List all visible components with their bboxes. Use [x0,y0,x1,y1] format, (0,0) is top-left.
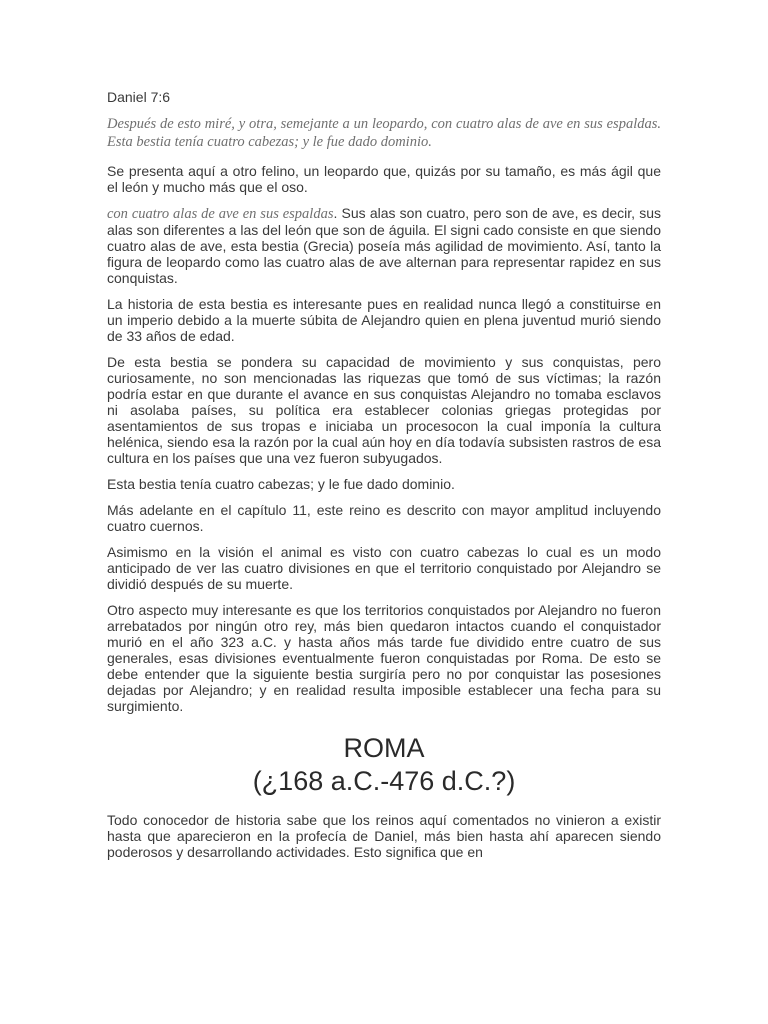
section-dates: (¿168 a.C.-476 d.C.?) [252,766,516,796]
paragraph-2 [107,205,661,286]
paragraph-8: Otro aspecto muy interesante es que los territorios conquistados por Alejandro no fueron arrebatados por ningún otro rey, más bien quedaron intactos cuando el conquistador murió en el año 323 a.C. y hasta años más tarde fue dividido entre cuatro de sus generales, esas divisiones eventualmente fueron conquistadas por Roma. De esto se debe entender que la siguiente bestia surgiría pero no por conquistar las posesiones dejadas por Alejandro; y en realidad resulta imposible establecer una fecha para su surgimiento. [107,602,661,714]
section-title: ROMA [343,733,425,763]
section-heading [107,732,661,798]
paragraph-7: Asimismo en la visión el animal es visto con cuatro cabezas lo cual es un modo anticipado de ver las cuatro divisiones en que el territorio conquistado por Alejandro se dividió después de su muerte. [107,544,661,592]
paragraph-4: De esta bestia se pondera su capacidad de movimiento y sus conquistas, pero curiosamente, no son mencionadas las riquezas que tomó de sus víctimas; la razón podría estar en que durante el avance en sus conquistas Alejandro no tomaba esclavos ni asolaba países, su política era establecer colonias griegas protegidas por asentamientos de sus tropas e iniciaba un procesocon la cual imponía la cultura helénica, siendo esa la razón por la cual aún hoy en día todavía subsisten rastros de esa cultura en los países que una vez fueron subyugados. [107,354,661,466]
paragraph-6: Más adelante en el capítulo 11, este reino es descrito con mayor amplitud incluyendo cuatro cuernos. [107,502,661,534]
inline-verse-quote: con cuatro alas de ave en sus espaldas [107,206,334,222]
document-page [107,88,661,870]
paragraph-3: La historia de esta bestia es interesante pues en realidad nunca llegó a constituirse en un imperio debido a la muerte súbita de Alejandro quien en plena juventud murió siendo de 33 años de edad. [107,296,661,344]
paragraph-2-text: . Sus alas son cuatro, pero son de ave, es decir, sus alas son diferentes a las del león que son de águila. El signi cado consiste en que siendo cuatro alas de ave, esta bestia (Grecia) poseía más agilidad de movimiento. Así, tanto la figura de leopardo como las cuatro alas de ave alternan para representar rapidez en sus conquistas. [107,205,661,286]
paragraph-9: Todo conocedor de historia sabe que los reinos aquí comentados no vinieron a existir hasta que aparecieron en la profecía de Daniel, más bien hasta ahí aparecen siendo poderosos y desarrollando actividades. Esto significa que en [107,812,661,860]
paragraph-5: Esta bestia tenía cuatro cabezas; y le fue dado dominio. [107,476,455,492]
verse-quote: Después de esto miré, y otra, semejante a un leopardo, con cuatro alas de ave en sus espaldas. Esta bestia tenía cuatro cabezas; y le fue dado dominio. [107,116,661,150]
paragraph-1: Se presenta aquí a otro felino, un leopardo que, quizás por su tamaño, es más ágil que el león y mucho más que el oso. [107,163,661,195]
verse-reference: Daniel 7:6 [107,89,171,105]
